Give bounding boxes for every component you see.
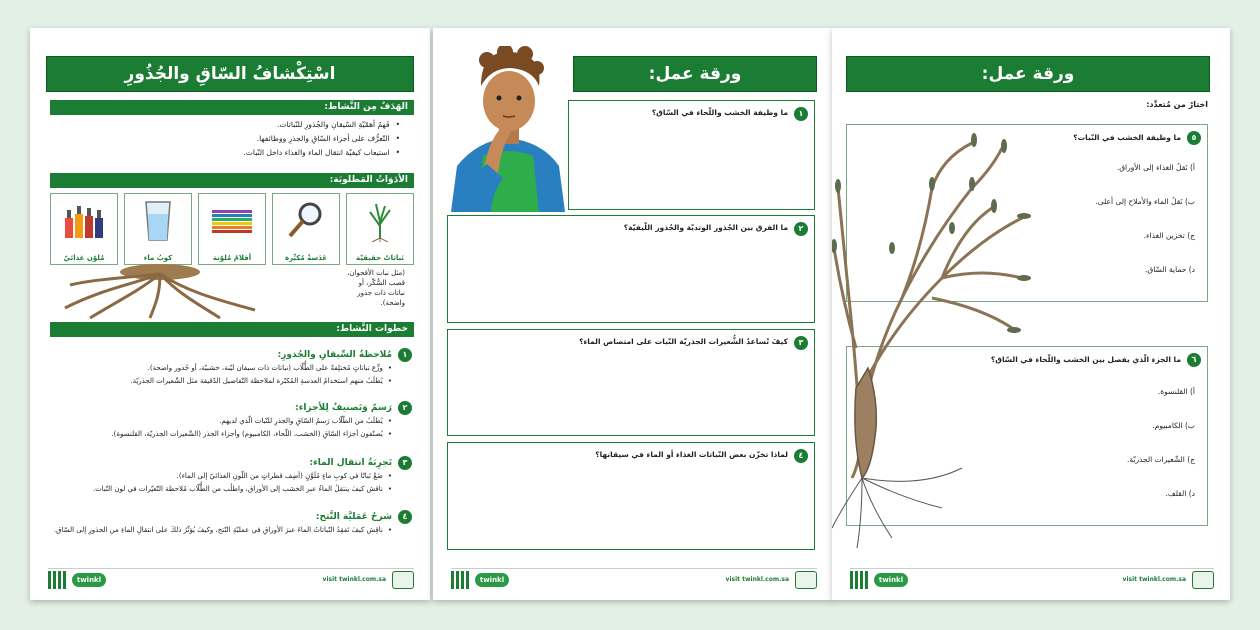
footer-left — [850, 571, 908, 589]
tool-label: أقلامٌ مُلوّنة — [212, 254, 252, 262]
question-box — [447, 215, 815, 323]
qr-code-icon — [850, 571, 868, 589]
twinkl-logo: twinkl — [475, 573, 509, 587]
question-text: ما وظيفة الخشب واللّحاء في السّاق؟ — [651, 108, 788, 117]
footer-left — [48, 571, 106, 589]
badge-icon — [392, 571, 414, 589]
answer-option: د) حماية السّاق. — [1145, 265, 1195, 274]
step-bullets — [50, 362, 392, 388]
step-title: تَجرِبَةُ انتقال الماء: — [309, 458, 392, 468]
tool-label: مُلوّن غذائيّ — [63, 254, 105, 262]
steps-header: خطوات النَّشاط: — [50, 322, 414, 337]
page-footer — [451, 568, 817, 590]
question-box — [447, 442, 815, 550]
qr-code-icon — [48, 571, 66, 589]
page-title: اسْتِكْشافُ السّاقِ والجُذُورِ — [46, 56, 414, 92]
step-1 — [50, 348, 414, 388]
tree-illustration — [832, 128, 1062, 548]
pencils-icon — [210, 198, 254, 242]
question-box — [447, 329, 815, 436]
step-2 — [50, 401, 414, 441]
footer-right — [323, 571, 414, 589]
answer-option: د) القلف. — [1165, 489, 1195, 498]
answer-option: أ) القلنسوة. — [1157, 387, 1195, 396]
tool-card — [198, 193, 266, 265]
answer-option: ج) تخزين الغذاء. — [1143, 231, 1195, 240]
twinkl-logo: twinkl — [72, 573, 106, 587]
question-number: ٥ — [1187, 131, 1201, 145]
thinking-boy-illustration — [447, 46, 569, 212]
tools-note: (مثل نبات الأقحوان، قصب السُّكّر، أو نباتات ذات جذور واضحة). — [347, 269, 405, 307]
page-title: ورقة عمل: — [573, 56, 817, 92]
step-title: شرحُ عَمَليَّة النَّتح: — [315, 512, 392, 522]
footer-url: visit twinkl.com.sa — [322, 576, 386, 583]
tools-grid — [50, 193, 414, 268]
footer-url: visit twinkl.com.sa — [1122, 576, 1186, 583]
tool-label: عَدَسةٌ مُكبِّرة — [284, 254, 328, 262]
tool-card — [124, 193, 192, 265]
footer-url: visit twinkl.com.sa — [725, 576, 789, 583]
step-bullet: • يُطلَبُ من الطّلّاب رَسمُ السّاقِ والجذرِ للنّبات الّذي لديهم. — [50, 415, 392, 428]
question-text: ما الفرق بين الجُذور الوتديّة والجُذور اللّيفيّة؟ — [623, 223, 788, 232]
page-footer — [850, 568, 1214, 590]
tool-card — [346, 193, 414, 265]
tool-card — [50, 193, 118, 265]
question-text: ما الجزء الّذي يفصل بين الخشب واللّحاء في السّاق؟ — [990, 355, 1181, 364]
step-bullet: • ناقش كيفَ ينتقلُ الماءُ عبر الخشب إلى الأوراق، واطلُب من الطُّلّاب مُلاحظة التّغيّرات في لون النّبات. — [50, 483, 392, 496]
qr-code-icon — [451, 571, 469, 589]
step-bullets — [50, 415, 392, 441]
water-glass-icon — [136, 198, 180, 242]
badge-icon — [795, 571, 817, 589]
goal-item: • فَهمُ أهمّيّةِ السّيقانِ والجُذورِ للنّباتات. — [50, 118, 400, 132]
step-number: ٤ — [398, 510, 412, 524]
question-number: ٦ — [1187, 353, 1201, 367]
footer-right — [1123, 571, 1214, 589]
plant-icon — [358, 198, 402, 242]
roots-illustration — [60, 260, 260, 320]
step-number: ١ — [398, 348, 412, 362]
step-bullet: • ناقِش كيفَ تَفقِدُ النّباتاتُ الماءَ عبرَ الأوراقِ في عمليّةِ النّتح، وكيفَ يُؤثّرُ ذلكَ على انتقالِ الماءِ من الجذورِ إلى السّاق. — [50, 524, 392, 537]
section-subtitle: اختارْ من مُتعدِّد: — [1146, 100, 1208, 109]
worksheet-page-2 — [832, 28, 1230, 600]
page-footer — [48, 568, 414, 590]
question-text: لماذا تخزّن بعض النّباتات الغذاء أو الماء في سيقانها؟ — [595, 450, 788, 459]
question-number: ٣ — [794, 336, 808, 350]
step-bullet: • وزِّع نباتاتٍ مُختلِفةً على الطُّلّاب (نباتات ذات سيقان ليّنة، خشبيّة، أو جُذور واضحة). — [50, 362, 392, 375]
question-number: ٢ — [794, 222, 808, 236]
tool-card — [272, 193, 340, 265]
step-3 — [50, 456, 414, 496]
worksheet-page-1 — [433, 28, 833, 600]
goal-item: • التّعرُّف على أجزاء السّاقِ والجذرِ ووظائفها. — [50, 132, 400, 146]
footer-left — [451, 571, 509, 589]
activity-page — [30, 28, 430, 600]
question-number: ١ — [794, 107, 808, 121]
answer-option: أ) نَقلُ الغذاء إلى الأوراق. — [1116, 163, 1195, 172]
tools-header: الأدَوَاتُ المَطلوبَة: — [50, 173, 414, 188]
question-box — [568, 100, 815, 210]
twinkl-logo: twinkl — [874, 573, 908, 587]
question-text: كيفَ تُساعدُ الشُّعيرات الجذريّة النّبات على امتصاص الماء؟ — [579, 337, 788, 346]
question-text: ما وظيفة الخشب في النّبات؟ — [1073, 133, 1181, 142]
badge-icon — [1192, 571, 1214, 589]
step-title: مُلاحظةُ السِّيقانِ والجُذورِ: — [277, 350, 392, 360]
step-number: ٢ — [398, 401, 412, 415]
step-4 — [50, 510, 414, 537]
answer-option: ب) نَقلُ الماء والأملاح إلى أعلى. — [1095, 197, 1195, 206]
step-number: ٣ — [398, 456, 412, 470]
step-bullets — [50, 470, 392, 496]
step-bullet: • يُطلَبُ منهم استخدامُ العدسةِ المُكبّرة لملاحظة التّفاصيل الدّقيقة مثل الشّعيرات الجذريّة. — [50, 375, 392, 388]
answer-option: ب) الكامبيوم. — [1152, 421, 1195, 430]
step-bullets — [50, 524, 392, 537]
step-bullet: • يُصنّفون أجزاء السّاقِ (الخشب، اللّحاء، الكامبيوم) وأجزاء الجذر (الشّعيرات الجذريّة، القلنسوة). — [50, 428, 392, 441]
goal-header: الهَدَفُ مِن النَّشاط: — [50, 100, 414, 115]
goal-list — [50, 118, 400, 160]
page-title: ورقة عمل: — [846, 56, 1210, 92]
tool-label: كوبُ ماء — [143, 254, 173, 262]
goal-item: • استيعاب كيفيّة انتقال الماء والغذاء داخل النّبات. — [50, 146, 400, 160]
footer-right — [726, 571, 817, 589]
step-bullet: • ضَعْ نَباتًا في كوبِ ماءٍ مُلَوَّنٍ (أضِف قطراتٍ من اللّونِ الغذائيّ إلى الماء). — [50, 470, 392, 483]
question-number: ٤ — [794, 449, 808, 463]
tool-label: نَباتاتٌ حقيقيّة — [356, 254, 404, 262]
food-coloring-icon — [62, 198, 106, 242]
answer-option: ج) الشّعيرات الجذريّة. — [1126, 455, 1195, 464]
magnifier-icon — [284, 198, 328, 242]
step-title: رَسمٌ وَتَصنيفٌ لِلأجزاء: — [295, 403, 392, 413]
